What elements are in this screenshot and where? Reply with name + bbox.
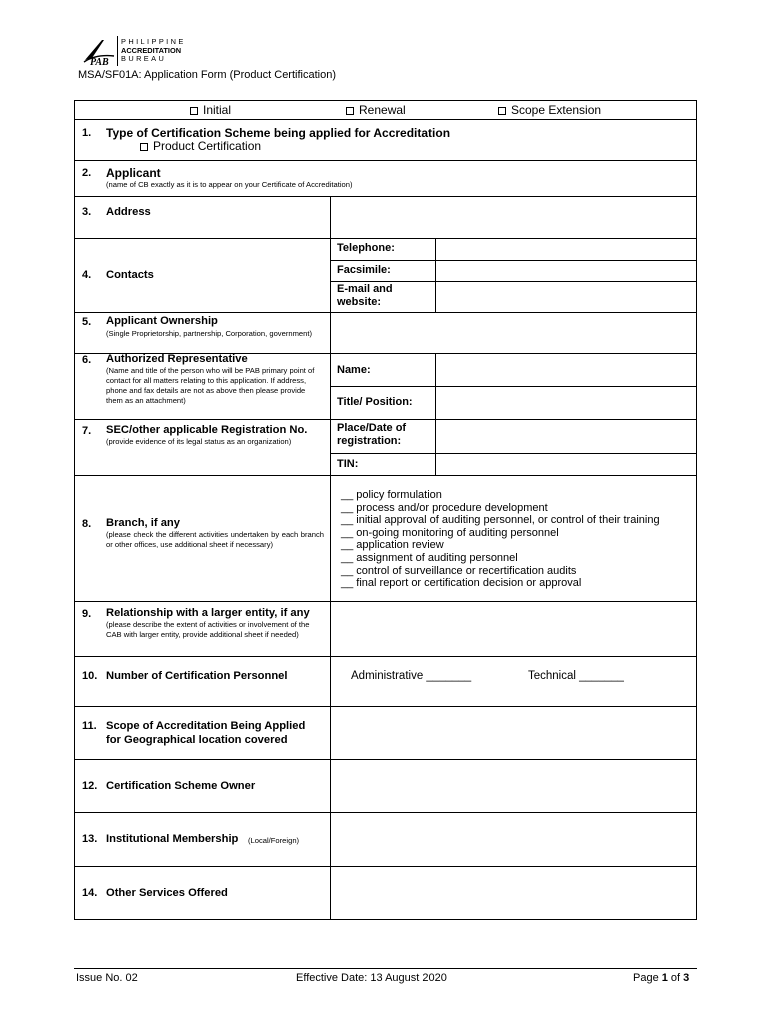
scope-input[interactable] <box>331 707 696 759</box>
item-number: 11. <box>82 720 97 732</box>
item-number: 10. <box>82 670 98 682</box>
row-divider <box>74 475 697 476</box>
item-10-title: Number of Certification Personnel <box>106 670 288 682</box>
checkbox-scope-extension[interactable] <box>498 104 601 117</box>
item-8-title: Branch, if any <box>106 517 180 529</box>
checkbox-renewal[interactable] <box>346 104 406 117</box>
item-number: 2. <box>82 167 92 179</box>
item-3-title: Address <box>106 206 151 218</box>
activity-item[interactable]: __ assignment of auditing personnel <box>341 552 518 564</box>
ownership-input[interactable] <box>331 313 696 353</box>
row-divider <box>74 160 697 161</box>
logo-line-1: PHILIPPINE <box>121 37 186 46</box>
activity-item[interactable]: __ final report or certification decision or approval <box>341 577 582 590</box>
activity-item[interactable]: __ control of surveillance or recertification audits <box>341 564 577 577</box>
place-date-label: Place/Date of registration: <box>337 422 407 447</box>
item-number: 1. <box>82 127 92 139</box>
logo-separator <box>117 36 118 66</box>
address-input[interactable] <box>331 197 696 238</box>
rep-name-input[interactable] <box>436 354 696 386</box>
table-border <box>696 100 697 920</box>
activity-item[interactable]: __ initial approval of auditing personnel, or control of their training <box>341 514 660 527</box>
row-divider <box>74 656 697 657</box>
item-2-title: Applicant <box>106 166 161 180</box>
item-number: 7. <box>82 425 92 437</box>
email-website-input[interactable] <box>436 282 696 312</box>
activity-item[interactable]: __ on-going monitoring of auditing personnel <box>341 526 559 539</box>
option-label: Product Certification <box>153 139 262 153</box>
page-number <box>633 972 689 984</box>
item-number: 9. <box>82 608 92 620</box>
technical-field[interactable]: Technical _______ <box>528 670 624 682</box>
membership-input[interactable] <box>331 813 696 866</box>
item-14-title: Other Services Offered <box>106 887 228 899</box>
title-position-label: Title/ Position: <box>337 396 413 408</box>
telephone-label: Telephone: <box>337 242 395 254</box>
table-border <box>74 919 697 920</box>
place-date-input[interactable] <box>436 420 696 453</box>
effective-date: Effective Date: 13 August 2020 <box>296 972 447 984</box>
checkbox-product-certification[interactable] <box>140 140 261 153</box>
page-prefix: Page <box>633 972 662 984</box>
facsimile-input[interactable] <box>436 261 696 281</box>
activity-item[interactable]: __ policy formulation <box>341 489 442 501</box>
tin-label: TIN: <box>337 458 359 470</box>
table-border <box>74 100 697 101</box>
scheme-owner-input[interactable] <box>331 760 696 812</box>
checkbox-initial[interactable] <box>190 104 231 117</box>
item-6-title: Authorized Representative <box>106 353 248 365</box>
activity-item[interactable]: __ application review <box>341 539 444 552</box>
form-code: MSA/SF01A: Application Form (Product Certification) <box>78 69 336 81</box>
email-website-label: E-mail and website: <box>337 283 393 308</box>
item-11-title-line-2: for Geographical location covered <box>106 734 288 746</box>
item-5-title: Applicant Ownership <box>106 315 218 327</box>
item-5-note: (Single Proprietorship, partnership, Corporation, government) <box>106 329 312 338</box>
table-border <box>74 100 75 920</box>
logo-line-2: ACCREDITATION <box>121 45 182 55</box>
item-9-title: Relationship with a larger entity, if any <box>106 607 310 619</box>
row-divider <box>74 119 697 120</box>
logo-line-3: BUREAU <box>121 54 167 64</box>
option-label: Initial <box>203 103 232 117</box>
item-7-title: SEC/other applicable Registration No. <box>106 424 308 436</box>
checkbox-icon <box>140 143 148 151</box>
item-4-title: Contacts <box>106 269 154 281</box>
rep-title-input[interactable] <box>436 387 696 419</box>
item-number: 3. <box>82 206 92 218</box>
checkbox-icon <box>190 107 198 115</box>
other-services-input[interactable] <box>331 867 696 919</box>
option-label: Renewal <box>359 103 406 117</box>
item-number: 13. <box>82 833 98 845</box>
item-13-title: Institutional Membership <box>106 833 239 845</box>
issue-number: Issue No. 02 <box>76 972 138 984</box>
relationship-input[interactable] <box>331 602 696 656</box>
item-13-note: (Local/Foreign) <box>248 836 300 845</box>
option-label: Scope Extension <box>511 103 602 117</box>
item-9-note: (please describe the extent of activities or involvement of the CAB with larger entity, provide additional sheet if needed) <box>106 620 310 639</box>
logo-initials: PAB <box>90 57 109 66</box>
item-12-title: Certification Scheme Owner <box>106 780 256 792</box>
item-number: 14. <box>82 887 98 899</box>
checkbox-icon <box>346 107 354 115</box>
activity-item[interactable]: __ process and/or procedure development <box>341 501 548 514</box>
pab-logo-icon <box>82 36 116 66</box>
page-of: of <box>667 972 684 984</box>
page-total: 3 <box>683 972 690 984</box>
administrative-field[interactable]: Administrative _______ <box>351 670 472 682</box>
page-current: 1 <box>661 972 668 984</box>
facsimile-label: Facsimile: <box>337 264 391 276</box>
item-number: 6. <box>82 354 92 366</box>
checkbox-icon <box>498 107 506 115</box>
item-1-title: Type of Certification Scheme being applied for Accreditation <box>106 126 451 140</box>
item-8-note: (please check the different activities undertaken by each branch or other offices, use additional sheet if necessary) <box>106 530 324 549</box>
footer-rule <box>74 968 697 969</box>
tin-input[interactable] <box>436 454 696 475</box>
item-number: 8. <box>82 518 92 530</box>
item-number: 12. <box>82 780 98 792</box>
item-number: 4. <box>82 269 92 281</box>
name-label: Name: <box>337 364 371 376</box>
logo-text <box>121 38 186 64</box>
item-7-note: (provide evidence of its legal status as an organization) <box>106 437 292 446</box>
item-11-title-line-1: Scope of Accreditation Being Applied <box>106 720 306 732</box>
item-6-note: (Name and title of the person who will be PAB primary point of contact for all matters relating to this application. If address, phone and fax details are not as above then please provide them as an attachment) <box>106 366 315 405</box>
telephone-input[interactable] <box>436 239 696 260</box>
item-2-note: (name of CB exactly as it is to appear on your Certificate of Accreditation) <box>106 180 353 189</box>
item-number: 5. <box>82 316 92 328</box>
